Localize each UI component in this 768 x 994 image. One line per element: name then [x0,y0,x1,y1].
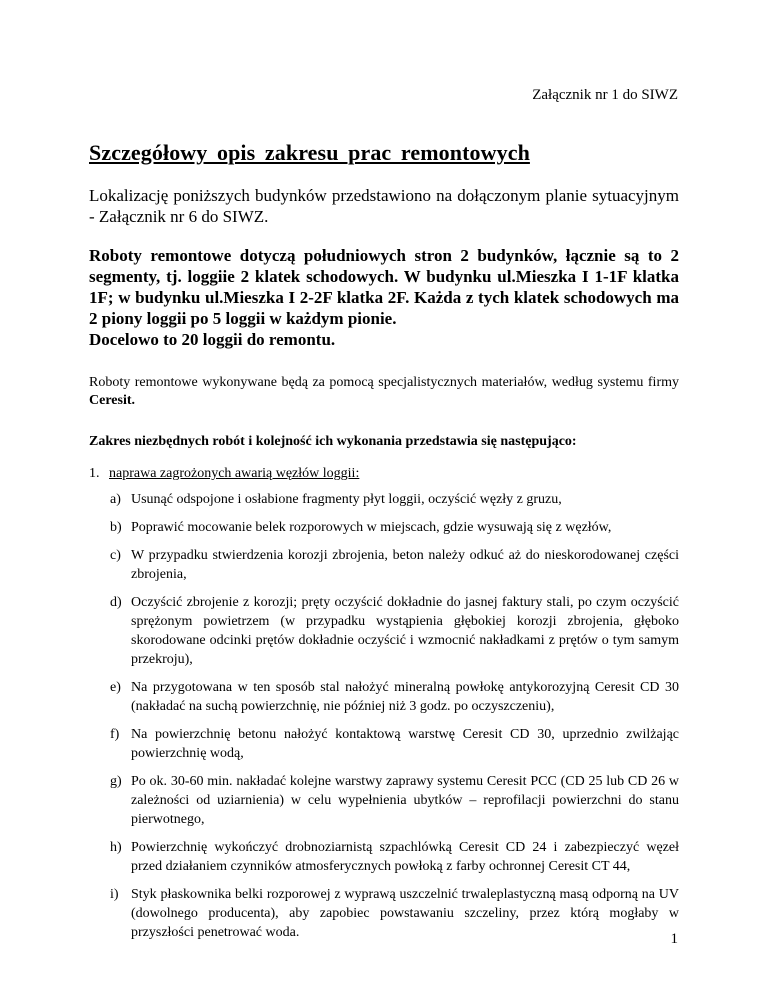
list-letter: i) [110,887,119,902]
list-item [110,678,679,716]
system-text: Roboty remontowe wykonywane będą za pomocą specjalistycznych materiałów, według systemu firmy [89,375,679,390]
scope-summary [89,245,679,350]
intro-paragraph: Lokalizację poniższych budynków przedstawiono na dołączonym planie sytuacyjnym - Załącznik nr 6 do SIWZ. [89,186,679,226]
list-letter: e) [110,680,121,695]
page-number: 1 [670,931,678,947]
scope-summary-text: Roboty remontowe dotyczą południowych stron 2 budynków, łącznie są to 2 segmenty, tj. loggiie 2 klatek schodowych. W budynku ul.Mieszka I 1-1F klatka 1F; w budynku ul.Mieszka I 2-2F klatka 2F. Każda z tych klatek schodowych ma 2 piony loggii po 5 loggii w każdym pionie. [89,246,679,328]
list-heading: naprawa zagrożonych awarią węzłów loggii: [109,466,360,481]
list-item [110,725,679,763]
scope-summary-total: Docelowo to 20 loggii do remontu. [89,330,336,349]
list-item-text: Styk płaskownika belki rozporowej z wyprawą uszczelnić trwaleplastyczną masą odporną na UV (dowolnego producenta), aby zapobiec powstawaniu szczeliny, przez którą mogłaby w przyszłości penetrować woda. [131,887,679,940]
list-item [110,490,679,509]
list-item-text: Po ok. 30-60 min. nakładać kolejne warstwy zaprawy systemu Ceresit PCC (CD 25 lub CD 26 w zależności od uziarnienia) w celu wypełnienia ubytków – reprofilacji powierzchni do stanu pierwotnego, [131,774,679,827]
list-item-text: Na przygotowana w ten sposób stal nałożyć mineralną powłokę antykorozyjną Ceresit CD 30 (nakładać na suchą powierzchnię, nie później niż 3 godz. po oczyszczeniu), [131,680,679,714]
list-item [110,772,679,829]
list-item-text: Poprawić mocowanie belek rozporowych w miejscach, gdzie wysuwają się z węzłów, [131,520,612,535]
list-letter: d) [110,595,122,610]
list-letter: g) [110,774,122,789]
list-item [110,518,679,537]
list-item-main [89,464,679,483]
annex-label: Załącznik nr 1 do SIWZ [532,87,678,103]
list-item-text: Na powierzchnię betonu nałożyć kontaktową warstwę Ceresit CD 30, uprzednio zwilżając powierzchnię wodą, [131,727,679,761]
list-item-text: Powierzchnię wykończyć drobnoziarnistą szpachlówką Ceresit CD 24 i zabezpieczyć węzeł przed działaniem czynników atmosferycznych powłoką z farby ochronnej Ceresit CT 44, [131,840,679,874]
list-letter: b) [110,520,122,535]
list-item [110,593,679,669]
list-item [110,885,679,942]
sub-list [89,490,679,942]
list-item [110,546,679,584]
scope-heading: Zakres niezbędnych robót i kolejność ich wykonania przedstawia się następująco: [89,434,577,449]
list-item-text: Usunąć odspojone i osłabione fragmenty płyt loggii, oczyścić węzły z gruzu, [131,492,562,507]
page-title: Szczegółowy opis zakresu prac remontowych [89,140,530,165]
list-letter: f) [110,727,120,742]
list-letter: c) [110,548,121,563]
list-item-text: W przypadku stwierdzenia korozji zbrojenia, beton należy odkuć aż do nieskorodowanej części zbrojenia, [131,548,679,582]
list-item-text: Oczyścić zbrojenie z korozji; pręty oczyścić dokładnie do jasnej faktury stali, po czym oczyścić sprężonym powietrzem (w przypadku wystąpienia głębokiej korozji zbrojenia, głęboko skorodowane odcinki prętów dokładnie oczyścić i wzmocnić nakładkami z prętów o tym samym przekroju), [131,595,679,667]
system-brand: Ceresit. [89,393,135,408]
work-list [89,464,679,951]
list-number: 1. [89,466,100,481]
list-item [110,838,679,876]
list-letter: a) [110,492,121,507]
list-letter: h) [110,840,122,855]
system-paragraph [89,374,679,410]
